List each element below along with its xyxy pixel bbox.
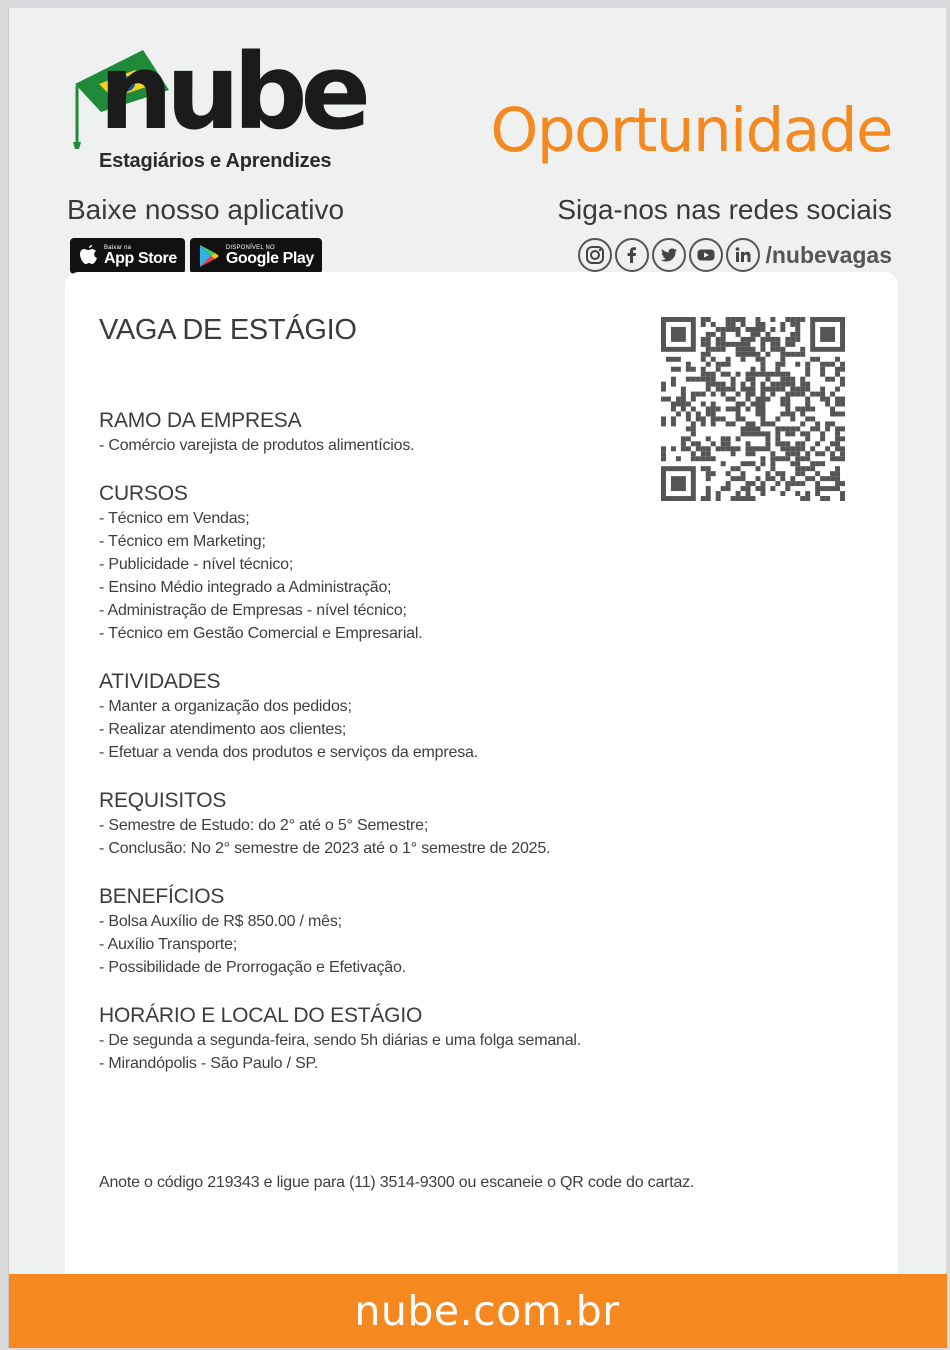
section-ramo xyxy=(99,408,859,457)
section-item: - Técnico em Gestão Comercial e Empresarial. xyxy=(99,625,423,642)
job-title: VAGA DE ESTÁGIO xyxy=(99,314,357,346)
google-play-badge[interactable] xyxy=(190,238,322,274)
twitter-icon[interactable] xyxy=(652,238,686,272)
section-item: - Ensino Médio integrado a Administração; xyxy=(99,579,392,596)
section-item: - Manter a organização dos pedidos; xyxy=(99,698,352,715)
section-beneficios xyxy=(99,884,859,979)
apple-icon xyxy=(78,244,98,268)
app-store-label: App Store xyxy=(104,249,177,267)
app-store-badge[interactable] xyxy=(70,238,185,274)
section-horario xyxy=(99,1003,859,1075)
facebook-icon[interactable] xyxy=(615,238,649,272)
section-item: - Possibilidade de Prorrogação e Efetivação. xyxy=(99,959,406,976)
section-item: - Técnico em Marketing; xyxy=(99,533,266,550)
section-item: - Efetuar a venda dos produtos e serviços da empresa. xyxy=(99,744,478,761)
section-item: - De segunda a segunda-feira, sendo 5h diárias e uma folga semanal. xyxy=(99,1032,582,1049)
section-item: - Comércio varejista de produtos alimentícios. xyxy=(99,437,415,454)
section-heading: REQUISITOS xyxy=(99,789,227,812)
job-card xyxy=(65,272,898,1302)
job-sections xyxy=(99,408,859,1099)
section-atividades xyxy=(99,669,859,764)
social-title: Siga-nos nas redes sociais xyxy=(557,194,892,225)
section-heading: ATIVIDADES xyxy=(99,670,221,693)
section-cursos xyxy=(99,481,859,645)
website-link[interactable]: nube.com.br xyxy=(354,1287,620,1335)
section-item: - Conclusão: No 2° semestre de 2023 até o 1° semestre de 2025. xyxy=(99,840,551,857)
headline: Oportunidade xyxy=(490,95,892,166)
google-play-small-label: DISPONÍVEL NO xyxy=(225,244,275,251)
section-item: - Publicidade - nível técnico; xyxy=(99,556,294,573)
section-item: - Semestre de Estudo: do 2° até o 5° Semestre; xyxy=(99,817,429,834)
poster xyxy=(8,8,946,1348)
google-play-icon xyxy=(198,244,220,268)
logo-wordmark: nube xyxy=(99,31,365,153)
instagram-icon[interactable] xyxy=(578,238,612,272)
app-store-small-label: Baixar na xyxy=(104,244,132,251)
linkedin-icon[interactable] xyxy=(726,238,760,272)
section-item: - Auxílio Transporte; xyxy=(99,936,238,953)
section-item: - Realizar atendimento aos clientes; xyxy=(99,721,347,738)
youtube-icon[interactable] xyxy=(689,238,723,272)
section-item: - Bolsa Auxílio de R$ 850.00 / mês; xyxy=(99,913,342,930)
section-heading: BENEFÍCIOS xyxy=(99,885,225,908)
section-item: - Administração de Empresas - nível técnico; xyxy=(99,602,407,619)
app-badges xyxy=(70,238,322,274)
contact-instructions: Anote o código 219343 e ligue para (11) 3514-9300 ou escaneie o QR code do cartaz. xyxy=(99,1174,695,1191)
section-heading: HORÁRIO E LOCAL DO ESTÁGIO xyxy=(99,1004,423,1027)
footer-bar xyxy=(9,1274,947,1348)
google-play-label: Google Play xyxy=(225,249,314,267)
section-item: - Mirandópolis - São Paulo / SP. xyxy=(99,1055,319,1072)
app-download-title: Baixe nosso aplicativo xyxy=(67,194,345,225)
nube-logo[interactable] xyxy=(71,31,371,181)
section-heading: RAMO DA EMPRESA xyxy=(99,409,302,432)
section-requisitos xyxy=(99,788,859,860)
social-links xyxy=(578,238,892,272)
section-heading: CURSOS xyxy=(99,482,188,505)
section-item: - Técnico em Vendas; xyxy=(99,510,250,527)
social-handle[interactable]: /nubevagas xyxy=(765,241,892,268)
logo-tagline: Estagiários e Aprendizes xyxy=(99,150,332,172)
